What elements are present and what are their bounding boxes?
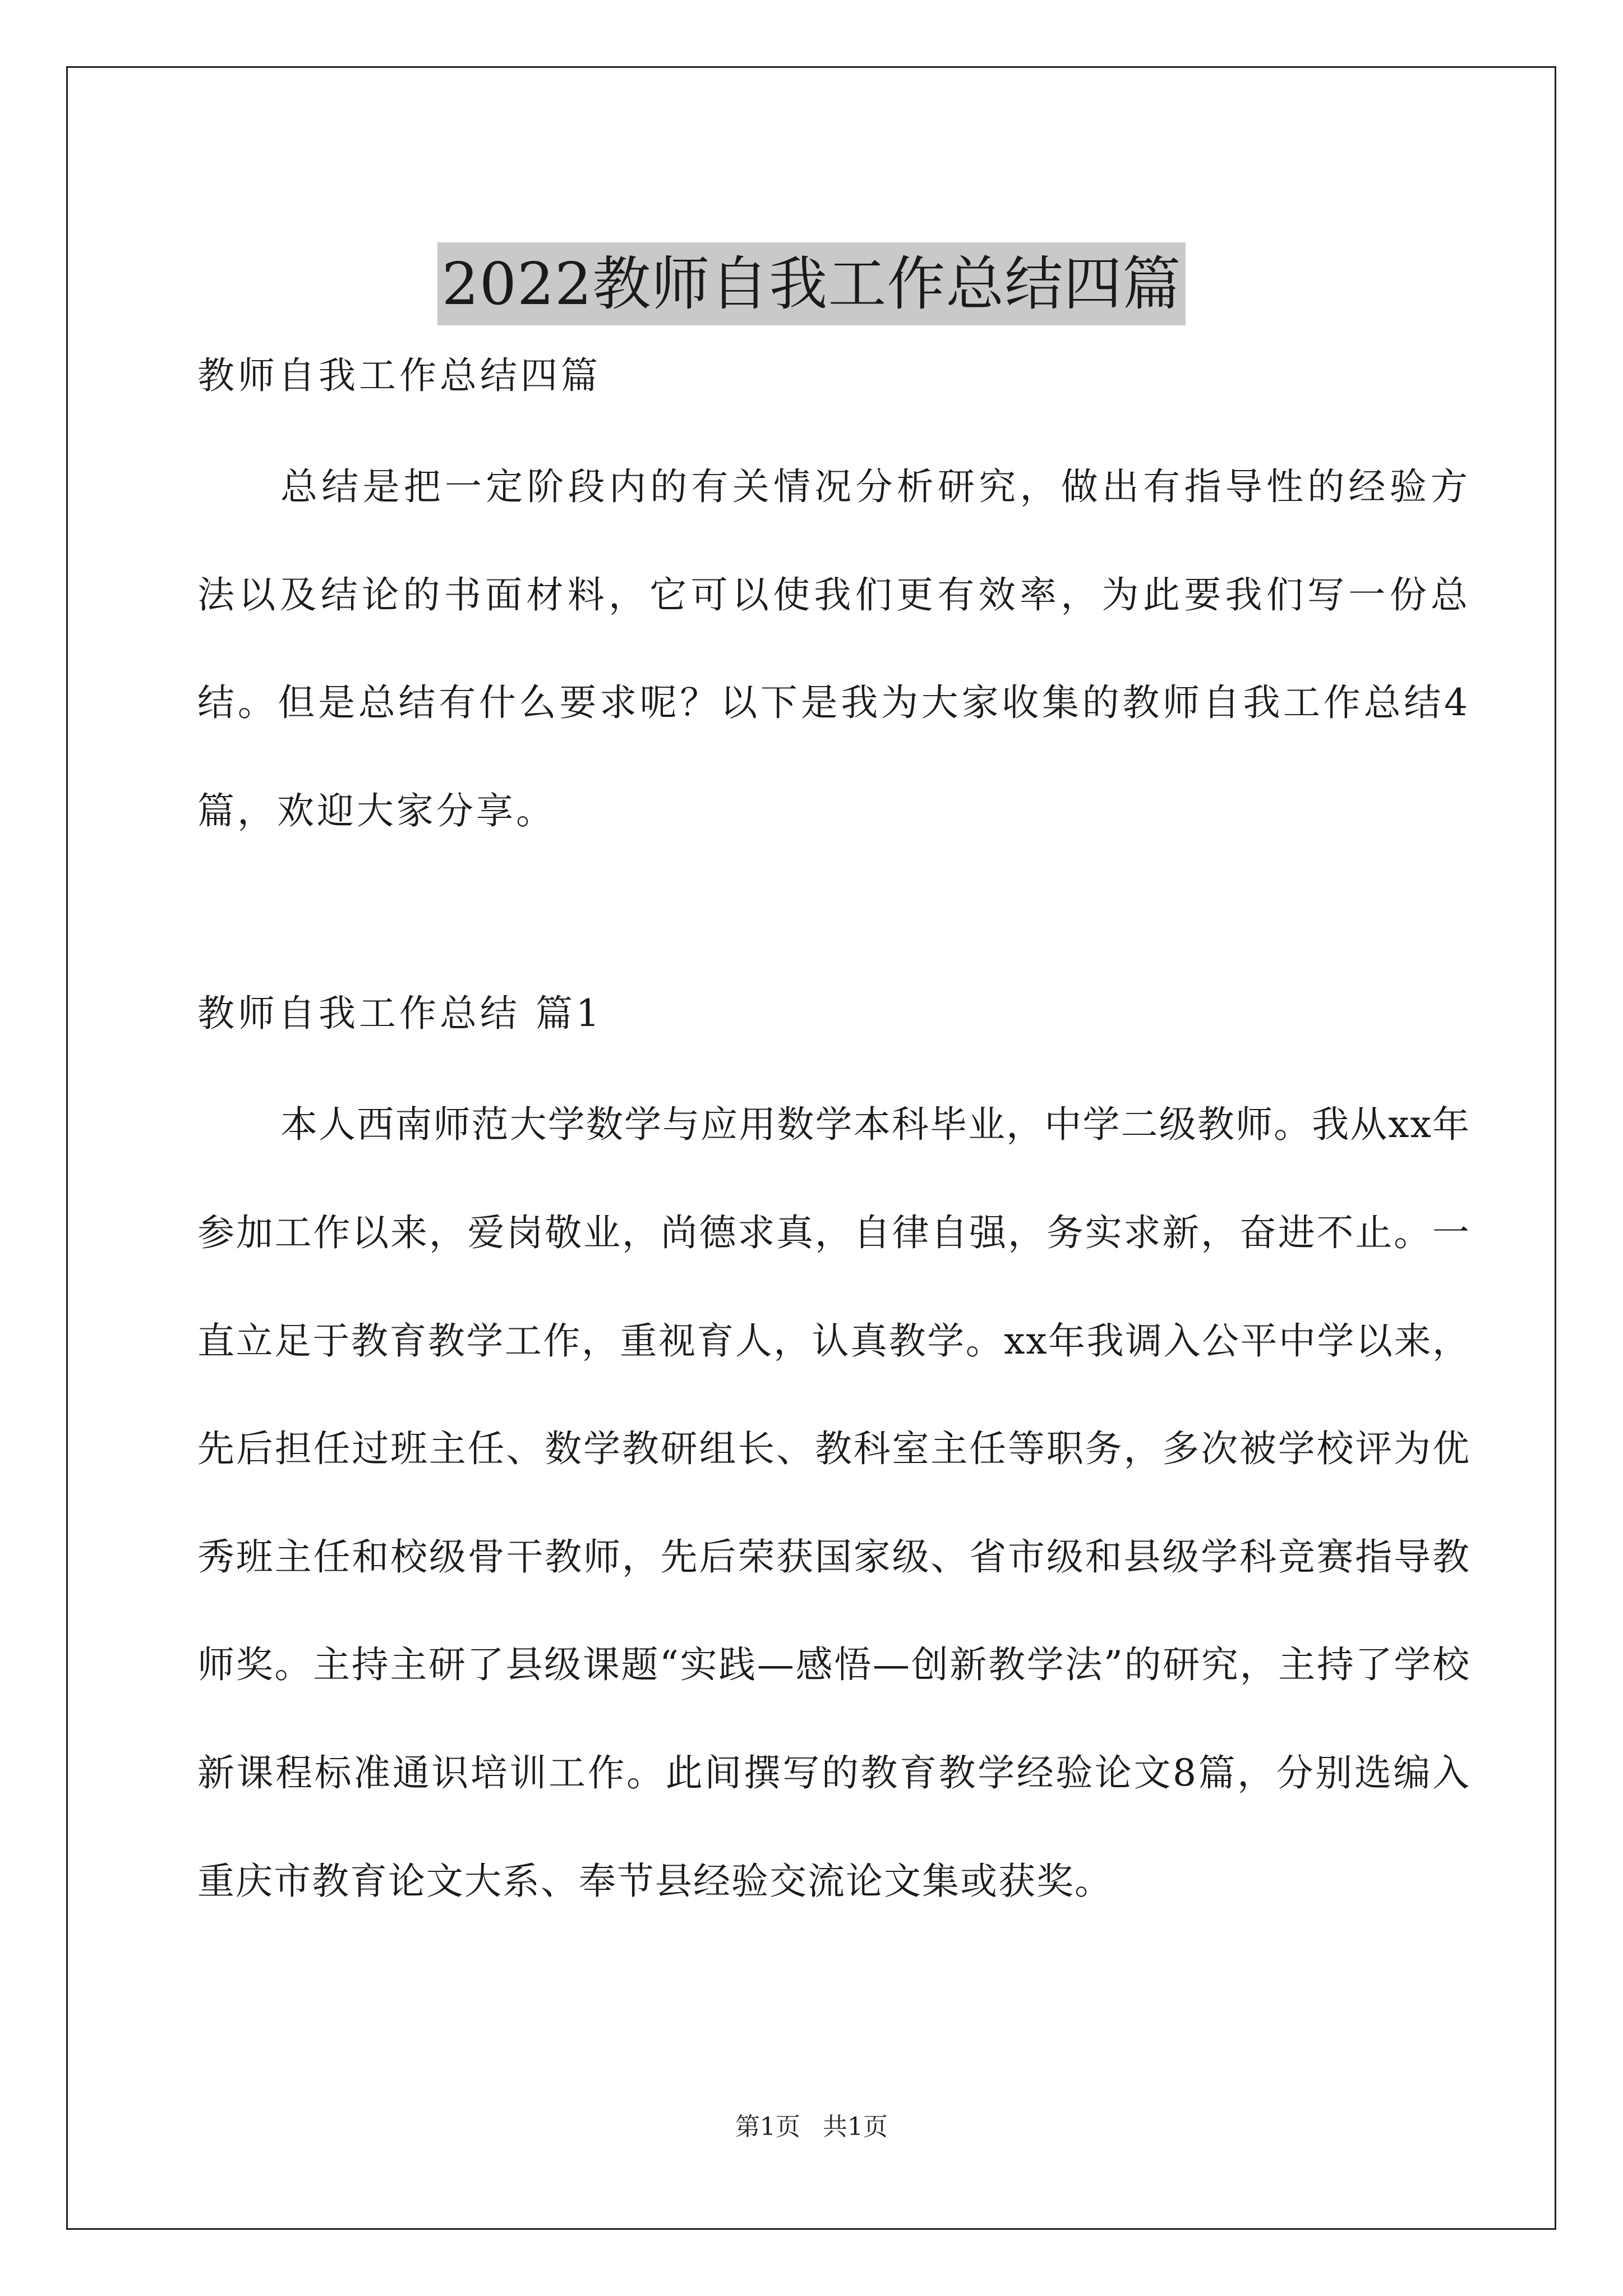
section-heading: 教师自我工作总结 篇1 xyxy=(197,992,603,1036)
document-body xyxy=(197,331,1470,1935)
page-total: 共1页 xyxy=(823,2113,888,2141)
spacer xyxy=(197,1059,1470,1071)
document-subtitle: 教师自我工作总结四篇 xyxy=(197,354,601,397)
intro-paragraph: 总结是把一定阶段内的有关情况分析研究，做出有指导性的经验方法以及结论的书面材料，它可以使我们更有效率，为此要我们写一份总结。但是总结有什么要求呢？以下是我为大家收集的教师自我工作总结4篇，欢迎大家分享。 xyxy=(197,465,1470,832)
page-footer xyxy=(0,2110,1623,2144)
spacer xyxy=(197,421,1470,433)
section-paragraph: 本人西南师范大学数学与应用数学本科毕业，中学二级教师。我从xx年参加工作以来，爱岗敬业，尚德求真，自律自强，务实求新，奋进不止。一直立足于教育教学工作，重视育人，认真教学。xx年我调入公平中学以来，先后担任过班主任、数学教研组长、教科室主任等职务，多次被学校评为优秀班主任和校级骨干教师，先后荣获国家级、省市级和县级学科竞赛指导教师奖。主持主研了县级课题“实践—感悟—创新教学法”的研究，主持了学校新课程标准通识培训工作。此间撰写的教育教学经验论文8篇，分别选编入重庆市教育论文大系、奉节县经验交流论文集或获奖。 xyxy=(197,1103,1470,1903)
page-number: 第1页 xyxy=(735,2113,800,2141)
document-title: 2022教师自我工作总结四篇 xyxy=(437,242,1186,325)
spacer xyxy=(197,865,1470,969)
